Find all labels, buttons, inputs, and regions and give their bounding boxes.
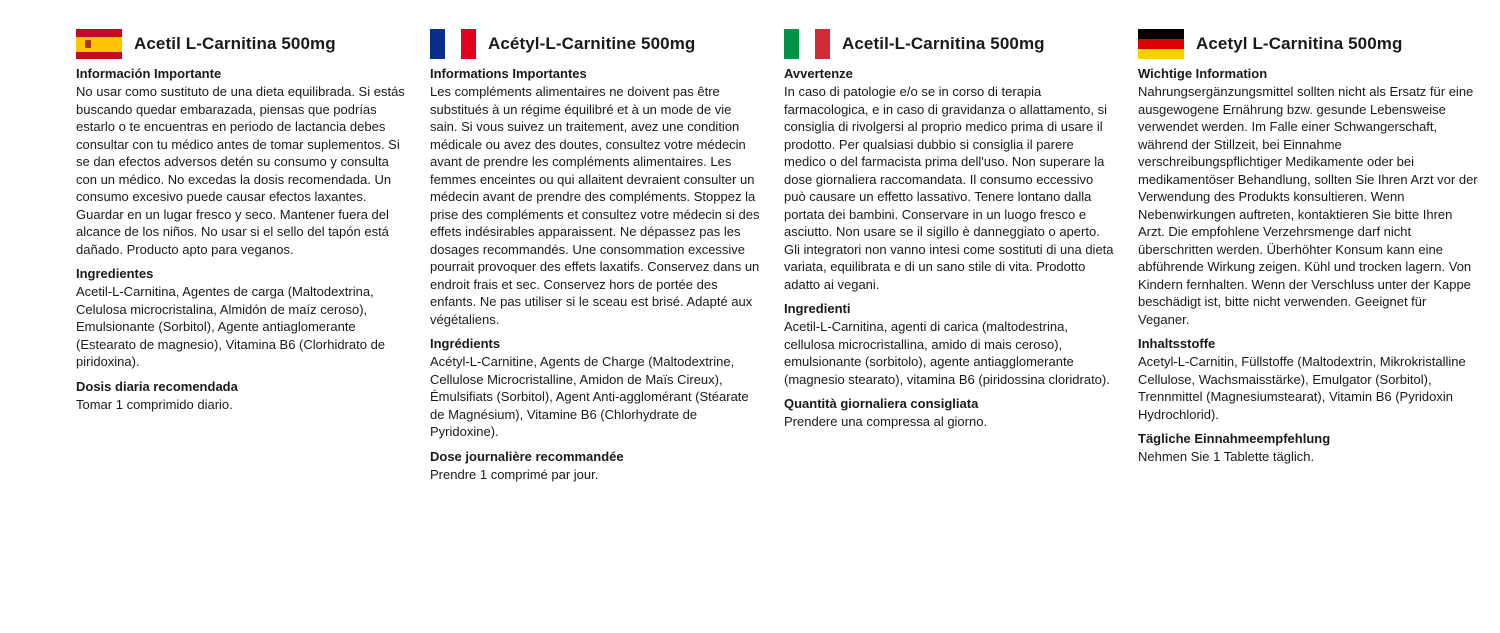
product-title: Acétyl-L-Carnitine 500mg: [488, 34, 696, 53]
daily-dose-text: Nehmen Sie 1 Tablette täglich.: [1138, 449, 1315, 464]
germany-flag-icon: [1138, 29, 1184, 59]
important-info-heading: Avvertenze: [784, 66, 853, 81]
ingredients-heading: Ingredientes: [76, 266, 154, 281]
column-french: [430, 28, 760, 483]
column-header: [76, 28, 406, 60]
ingredients-heading: Ingredienti: [784, 301, 851, 316]
column-german: [1138, 28, 1478, 466]
daily-dose-heading: Quantità giornaliera consigliata: [784, 396, 979, 411]
important-info-text: Nahrungsergänzungsmittel sollten nicht als Ersatz für eine ausgewogene Ernährung bzw. gesunde Lebensweise verwendet werden. Im Falle einer Schwangerschaft, während der Stillzeit, bei Einnahme verschreibungspflichtiger Medikamente oder bei medikamentöser Behandlung, sollten Sie Ihren Arzt vor der Verwendung des Produkts konsultieren. Wenn Nebenwirkungen auftreten, kontaktieren Sie bitte Ihren Arzt. Die empfohlene Verzehrsmenge darf nicht überschritten werden. Überhöhter Konsum kann eine abführende Wirkung zeigen. Kühl und trocken lagern. Von Kindern fernhalten. Wenn der Verschluss unter der Kappe beschädigt ist, bitte nicht verwenden. Geeignet für Veganer.: [1138, 84, 1478, 327]
product-title: Acetyl L-Carnitina 500mg: [1196, 34, 1403, 53]
column-header: [430, 28, 760, 60]
column-italian: [784, 28, 1114, 431]
ingredients-heading: Ingrédients: [430, 336, 501, 351]
daily-dose-text: Prendere una compressa al giorno.: [784, 414, 988, 429]
column-spanish: [76, 28, 406, 413]
daily-dose-text: Prendre 1 comprimé par jour.: [430, 466, 599, 482]
important-info-text: Les compléments alimentaires ne doivent pas être substitués à un régime équilibré et à un mode de vie sain. Si vous suivez un traitement, avez une condition médicale ou avez des doutes, consultez votre médecin avant de prendre les compléments alimentaires. Les femmes enceintes ou qui allaitent devraient consulter un médecin avant de prendre des compléments. Stoppez la prise des compléments et consultez votre médecin si des effets indésirables apparaissent. Ne dépassez pas les dosages recommandés. Une consommation excessive pourrait provoquer des effets laxatifs. Conservez dans un endroit frais et sec. Conservez hors de portée des enfants. Ne pas utiliser si le sceau est brisé. Adapté aux végétaliens.: [430, 84, 760, 327]
daily-dose-heading: Tägliche Einnahmeempfehlung: [1138, 431, 1331, 446]
important-info-heading: Wichtige Information: [1138, 66, 1268, 81]
column-header: [1138, 28, 1478, 60]
daily-dose-heading: Dosis diaria recomendada: [76, 378, 238, 394]
column-header: [784, 28, 1114, 60]
spain-flag-icon: [76, 29, 122, 59]
ingredients-text: Acétyl-L-Carnitine, Agents de Charge (Maltodextrine, Cellulose Microcristalline, Amidon de Maïs Cireux), Émulsifiats (Sorbitol), Agent Anti-agglomérant (Stéarate de Magnésium), Vitamine B6 (Chlorhydrate de Pyridoxine).: [430, 354, 749, 439]
ingredients-text: Acetyl-L-Carnitin, Füllstoffe (Maltodextrin, Mikrokristalline Cellulose, Wachsmaisstärke), Emulgator (Sorbitol), Trennmittel (Magnesiumstearat), Vitamin B6 (Pyridoxin Hydrochlorid).: [1138, 354, 1466, 422]
product-title: Acetil-L-Carnitina 500mg: [842, 34, 1045, 53]
product-title: Acetil L-Carnitina 500mg: [134, 34, 336, 53]
daily-dose-text: Tomar 1 comprimido diario.: [76, 396, 233, 412]
important-info-heading: Información Importante: [76, 66, 222, 81]
daily-dose-heading: Dose journalière recommandée: [430, 448, 624, 464]
ingredients-heading: Inhaltsstoffe: [1138, 336, 1216, 351]
france-flag-icon: [430, 29, 476, 59]
italy-flag-icon: [784, 29, 830, 59]
important-info-heading: Informations Importantes: [430, 66, 587, 81]
important-info-text: In caso di patologie e/o se in corso di terapia farmacologica, e in caso di gravidanza o allattamento, si consiglia di rivolgersi al proprio medico prima di usare il prodotto. Per qualsiasi dubbio si consiglia il parere medico o del farmacista prima dell'uso. Non superare la dose giornaliera raccomandata. Il consumo eccessivo può causare un effetto lassativo. Tenere lontano dalla portata dei bambini. Conservare in un luogo fresco e asciutto. Non usare se il sigillo è danneggiato o aperto. Gli integratori non vanno intesi come sostituti di una dieta variata, equilibrata e di un sano stile di vita. Prodotto adatto ai vegani.: [784, 84, 1114, 292]
ingredients-text: Acetil-L-Carnitina, Agentes de carga (Maltodextrina, Celulosa microcristalina, Almidón de maíz ceroso), Emulsionante (Sorbitol), Agente antiaglomerante (Estearato de magnesio), Vitamina B6 (Clorhidrato de piridoxina).: [76, 284, 386, 369]
ingredients-text: Acetil-L-Carnitina, agenti di carica (maltodestrina, cellulosa microcristallina, amido di mais ceroso), emulsionante (sorbitolo), agente antiagglomerante (magnesio stearato), vitamina B6 (piridossina cloridrato).: [784, 319, 1110, 387]
important-info-text: No usar como sustituto de una dieta equilibrada. Si estás buscando quedar embarazada, piensas que podrías estarlo o te encuentras en periodo de lactancia debes consultar con tu médico antes de tomar suplementos. Si se dan efectos adversos detén su consumo y consulta con un médico. No excedas la dosis recomendada. Un consumo excesivo puede causar efectos laxantes. Guardar en un lugar fresco y seco. Mantener fuera del alcance de los niños. No usar si el sello del tapón está dañado. Producto apto para veganos.: [76, 84, 405, 257]
